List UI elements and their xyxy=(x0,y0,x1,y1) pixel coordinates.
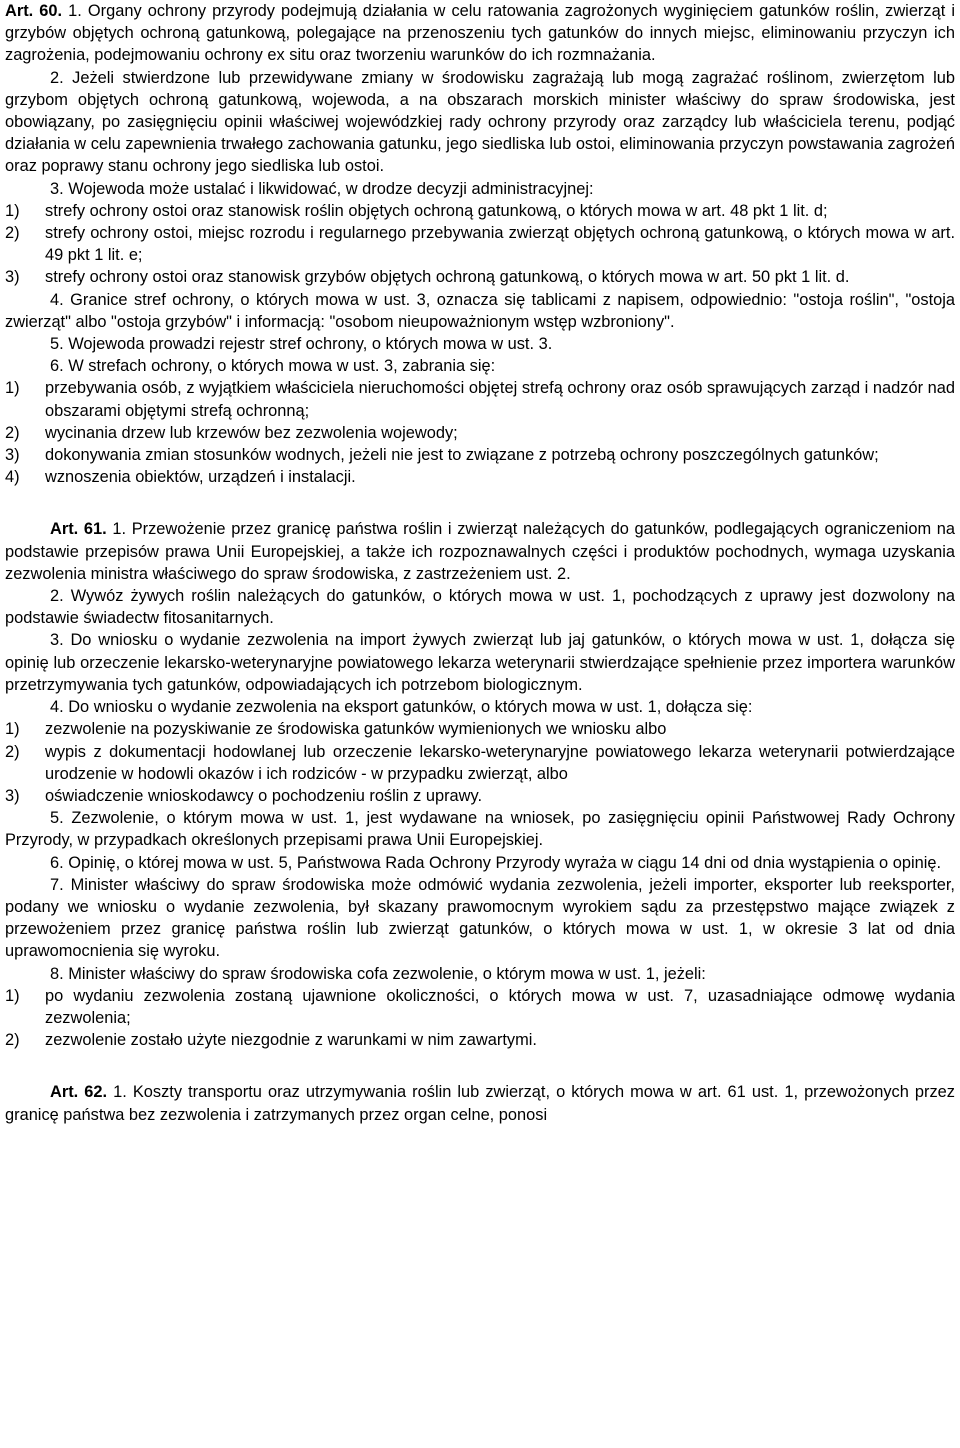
list-number: 1) xyxy=(5,720,20,739)
list-item xyxy=(5,985,955,1029)
list-number: 3) xyxy=(5,268,20,287)
art61-ust4: 4. Do wniosku o wydanie zezwolenia na eksport gatunków, o których mowa w ust. 1, dołącza się: xyxy=(50,698,753,717)
article-label: Art. 60. xyxy=(5,2,63,20)
list-text: po wydaniu zezwolenia zostaną ujawnione okoliczności, o których mowa w ust. 7, uzasadniające odmowę wydania zezwolenia; xyxy=(45,986,955,1027)
list-item xyxy=(5,718,955,740)
article-label: Art. 61. xyxy=(50,520,107,539)
article-spacer xyxy=(5,488,955,518)
list-number: 2) xyxy=(5,742,20,761)
list-item xyxy=(5,785,955,807)
paragraph-text: 1. Przewożenie przez granicę państwa roślin i zwierząt należących do gatunków, podlegających ograniczeniom na podstawie przepisów prawa Unii Europejskiej, a także ich rozpoznawalnych części i produktów pochodnych, wymaga uzyskania zezwolenia ministra właściwego do spraw środowiska, z zastrzeżeniem ust. 2. xyxy=(5,520,955,583)
list-item xyxy=(5,222,955,266)
list-number: 4) xyxy=(5,468,20,487)
list-text: dokonywania zmian stosunków wodnych, jeżeli nie jest to związane z potrzebą ochrony poszczególnych gatunków; xyxy=(45,446,879,465)
art60-ust3: 3. Wojewoda może ustalać i likwidować, w drodze decyzji administracyjnej: xyxy=(50,179,594,198)
paragraph-text: 1. Organy ochrony przyrody podejmują działania w celu ratowania zagrożonych wyginięciem gatunków roślin, zwierząt i grzybów objętych ochroną gatunkową, polegające na przenoszeniu tych gatunków do innych miejsc, eliminowaniu przyczyn ich zagrożenia, podejmowaniu ochrony ex situ oraz tworzeniu warunków do ich rozmnażania. xyxy=(5,2,955,65)
paragraph-text: 1. Koszty transportu oraz utrzymywania roślin lub zwierząt, o których mowa w art. 61 ust. 1, przewożonych przez granicę państwa bez zezwolenia i zatrzymanych przez organ celne, ponosi xyxy=(5,1083,955,1124)
list-text: wznoszenia obiektów, urządzeń i instalacji. xyxy=(45,468,356,487)
art60-ust6: 6. W strefach ochrony, o których mowa w ust. 3, zabrania się: xyxy=(50,357,496,376)
list-text: strefy ochrony ostoi, miejsc rozrodu i regularnego przebywania zwierząt objętych ochroną gatunkową, o których mowa w art. 49 pkt 1 lit. e; xyxy=(45,224,955,265)
art60-ust1 xyxy=(5,0,955,67)
list-number: 2) xyxy=(5,224,20,243)
art61-ust7: 7. Minister właściwy do spraw środowiska może odmówić wydania zezwolenia, jeżeli importer, eksporter lub reeksporter, podany we wniosku o wydanie zezwolenia, był skazany prawomocnym wyrokiem sądu za przestępstwo mające związek z przewożeniem przez granicę państwa roślin lub zwierząt gatunków, o których mowa w ust. 1, w okresie 3 lat od dnia uprawomocnienia się wyroku. xyxy=(5,875,955,961)
article-label: Art. 62. xyxy=(50,1083,108,1102)
art61-ust2: 2. Wywóz żywych roślin należących do gatunków, o których mowa w ust. 1, pochodzących z uprawy jest dozwolony na podstawie świadectw fitosanitarnych. xyxy=(5,587,955,628)
list-number: 2) xyxy=(5,1031,20,1050)
list-number: 3) xyxy=(5,786,20,805)
list-text: zezwolenie zostało użyte niezgodnie z warunkami w nim zawartymi. xyxy=(45,1031,537,1050)
list-item xyxy=(5,266,955,288)
list-number: 3) xyxy=(5,446,20,465)
list-text: strefy ochrony ostoi oraz stanowisk roślin objętych ochroną gatunkową, o których mowa w art. 48 pkt 1 lit. d; xyxy=(45,201,828,220)
art61-ust5: 5. Zezwolenie, o którym mowa w ust. 1, jest wydawane na wniosek, po zasięgnięciu opinii Państwowej Rady Ochrony Przyrody, w przypadkach określonych przepisami prawa Unii Europejskiej. xyxy=(5,809,955,850)
list-item xyxy=(5,444,955,466)
list-item xyxy=(5,377,955,421)
list-text: przebywania osób, z wyjątkiem właściciela nieruchomości objętej strefą ochrony oraz osób sprawujących zarząd i nadzór nad obszarami objętymi strefą ochronną; xyxy=(45,379,955,420)
list-number: 2) xyxy=(5,423,20,442)
art61-ust3: 3. Do wniosku o wydanie zezwolenia na import żywych zwierząt lub jaj gatunków, o których mowa w ust. 1, dołącza się opinię lub orzeczenie lekarsko-weterynaryjne powiatowego lekarza weterynarii stwierdzające spełnienie przez importera warunków przetrzymywania tych gatunków, odpowiadających ich potrzebom biologicznym. xyxy=(5,631,955,694)
document-page xyxy=(5,0,955,1126)
list-text: oświadczenie wnioskodawcy o pochodzeniu roślin z uprawy. xyxy=(45,786,483,805)
list-number: 1) xyxy=(5,986,20,1005)
art62-ust1 xyxy=(5,1081,955,1125)
list-text: wycinania drzew lub krzewów bez zezwolenia wojewody; xyxy=(45,423,458,442)
art60-ust4: 4. Granice stref ochrony, o których mowa w ust. 3, oznacza się tablicami z napisem, odpowiednio: "ostoja roślin", "ostoja zwierząt" albo "ostoja grzybów" i informacją: "osobom nieupoważnionym wstęp wzbroniony". xyxy=(5,290,955,331)
art61-ust1 xyxy=(5,518,955,585)
list-text: strefy ochrony ostoi oraz stanowisk grzybów objętych ochroną gatunkową, o których mowa w art. 50 pkt 1 lit. d. xyxy=(45,268,850,287)
list-item xyxy=(5,1029,955,1051)
article-spacer xyxy=(5,1051,955,1081)
list-number: 1) xyxy=(5,201,20,220)
list-item xyxy=(5,741,955,785)
list-item xyxy=(5,466,955,488)
list-number: 1) xyxy=(5,379,20,398)
list-item xyxy=(5,422,955,444)
art60-ust2: 2. Jeżeli stwierdzone lub przewidywane zmiany w środowisku zagrażają lub mogą zagrażać roślinom, zwierzętom lub grzybom objętych ochroną gatunkową, wojewoda, a na obszarach morskich minister właściwy do spraw środowiska, jest obowiązany, po zasięgnięciu opinii właściwej wojewódzkiej rady ochrony przyrody oraz zarządcy lub właściciela terenu, podjąć działania w celu zapewnienia trwałego zachowania gatunku, jego siedliska lub ostoi, eliminowania przyczyn powstawania zagrożeń oraz poprawy stanu ochrony jego siedliska lub ostoi. xyxy=(5,68,955,176)
art61-ust8: 8. Minister właściwy do spraw środowiska cofa zezwolenie, o którym mowa w ust. 1, jeżeli: xyxy=(50,964,706,983)
list-item xyxy=(5,200,955,222)
art60-ust5: 5. Wojewoda prowadzi rejestr stref ochrony, o których mowa w ust. 3. xyxy=(50,335,553,354)
list-text: zezwolenie na pozyskiwanie ze środowiska gatunków wymienionych we wniosku albo xyxy=(45,720,667,739)
art61-ust6: 6. Opinię, o której mowa w ust. 5, Państwowa Rada Ochrony Przyrody wyraża w ciągu 14 dni od dnia wystąpienia o opinię. xyxy=(50,853,942,872)
list-text: wypis z dokumentacji hodowlanej lub orzeczenie lekarsko-weterynaryjne powiatowego lekarza weterynarii potwierdzające urodzenie w hodowli okazów i ich rodziców - w przypadku zwierząt, albo xyxy=(45,742,955,783)
